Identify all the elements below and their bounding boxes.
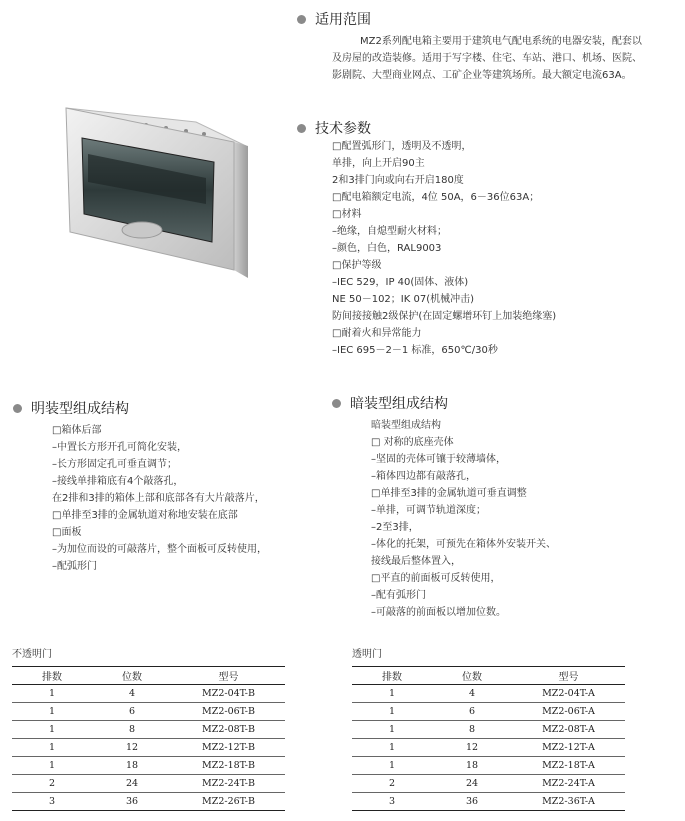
table-cell: 6: [432, 703, 512, 721]
table-cell: MZ2-06T-B: [172, 703, 285, 721]
table-row: [12, 793, 285, 811]
bullet-icon: [13, 404, 22, 413]
surface-mount-list: [52, 422, 342, 575]
table-row: [12, 757, 285, 775]
text-line: □ 对称的底座壳体: [371, 437, 454, 448]
text-line: –颜色，白色，RAL9003: [332, 243, 442, 254]
text-line: 防间接接触2级保护(在固定螺增环钉上加装绝缘塞): [332, 311, 557, 322]
text-line: –单排，可调节轨道深度；: [371, 505, 486, 516]
table-cell: 18: [92, 757, 172, 775]
text-line: 暗装型组成结构: [371, 420, 441, 431]
text-line: □面板: [52, 527, 82, 538]
table-row: [12, 775, 285, 793]
table-cell: 12: [432, 739, 512, 757]
table-header-row: [12, 667, 285, 685]
table-cell: 6: [92, 703, 172, 721]
text-line: □配电箱额定电流，4位 50A，6－36位63A；: [332, 192, 540, 203]
column-header: 排数: [352, 667, 432, 685]
table-cell: MZ2-04T-A: [512, 685, 625, 703]
text-line: –体化的托架，可预先在箱体外安装开关、: [371, 539, 556, 550]
text-line: –为加位而设的可敲落片，整个面板可反转使用，: [52, 544, 267, 555]
table-cell: 4: [432, 685, 512, 703]
text-line: –IEC 529，IP 40(固体、液体): [332, 277, 469, 288]
table-row: [12, 739, 285, 757]
table-cell: MZ2-12T-B: [172, 739, 285, 757]
bullet-icon: [297, 15, 306, 24]
text-line: –坚固的壳体可镶于较薄墙体，: [371, 454, 506, 465]
table-cell: 18: [432, 757, 512, 775]
text-line: □单排至3排的金属轨道对称地安装在底部: [52, 510, 238, 521]
column-header: 位数: [92, 667, 172, 685]
text-line: –中置长方形开孔可简化安装，: [52, 442, 187, 453]
table-cell: 1: [12, 757, 92, 775]
table-cell: 1: [352, 703, 432, 721]
bullet-icon: [332, 399, 341, 408]
text-line: –接线单排箱底有4个敲落孔，: [52, 476, 184, 487]
table-cell: MZ2-08T-A: [512, 721, 625, 739]
table-cell: 24: [432, 775, 512, 793]
column-header: 型号: [172, 667, 285, 685]
opaque-door-label: 不透明门: [12, 649, 52, 660]
text-line: MZ2系列配电箱主要用于建筑电气配电系统的电器安装，配套以: [360, 36, 642, 47]
flush-mount-heading: [332, 393, 448, 413]
table-cell: 1: [12, 721, 92, 739]
table-cell: MZ2-26T-B: [172, 793, 285, 811]
table-cell: 1: [12, 703, 92, 721]
table-row: [352, 757, 625, 775]
text-line: –2至3排，: [371, 522, 419, 533]
table-row: [352, 739, 625, 757]
specs-heading: [297, 118, 371, 138]
text-line: –长方形固定孔可垂直调节；: [52, 459, 177, 470]
table-row: [352, 703, 625, 721]
text-line: –配有弧形门: [371, 590, 426, 601]
table-cell: 1: [352, 685, 432, 703]
table-cell: MZ2-24T-A: [512, 775, 625, 793]
table-cell: 1: [12, 739, 92, 757]
bullet-icon: [297, 124, 306, 133]
table-row: [352, 775, 625, 793]
table-row: [352, 793, 625, 811]
text-line: –可敲落的前面板以增加位数。: [371, 607, 506, 618]
opaque-door-table: [12, 666, 285, 811]
distribution-box-image: [56, 92, 256, 292]
table-header-row: [352, 667, 625, 685]
table-cell: 1: [352, 739, 432, 757]
text-line: –IEC 695－2－1 标准，650℃/30秒: [332, 345, 498, 356]
table-cell: MZ2-12T-A: [512, 739, 625, 757]
text-line: –箱体四边都有敲落孔，: [371, 471, 476, 482]
table-cell: 4: [92, 685, 172, 703]
text-line: □平直的前面板可反转使用，: [371, 573, 501, 584]
application-paragraph: [332, 33, 682, 84]
column-header: 型号: [512, 667, 625, 685]
flush-mount-heading-text: 暗装型组成结构: [350, 396, 448, 412]
text-line: □材料: [332, 209, 362, 220]
table-cell: MZ2-04T-B: [172, 685, 285, 703]
surface-mount-heading: [13, 398, 129, 418]
text-line: □保护等级: [332, 260, 382, 271]
table-cell: 36: [432, 793, 512, 811]
specs-heading-text: 技术参数: [315, 121, 371, 137]
text-line: 及房屋的改造装修。适用于写字楼、住宅、车站、港口、机场、医院、: [332, 53, 642, 64]
text-line: 单排，向上开启90主: [332, 158, 425, 169]
table-row: [352, 685, 625, 703]
surface-mount-heading-text: 明装型组成结构: [31, 401, 129, 417]
text-line: □配置弧形门，透明及不透明，: [332, 141, 472, 152]
table-cell: 8: [432, 721, 512, 739]
text-line: –绝缘，自熄型耐火材料；: [332, 226, 447, 237]
text-line: NE 50－102；IK 07(机械冲击): [332, 294, 475, 305]
transparent-door-table: [352, 666, 625, 811]
transparent-door-label: 透明门: [352, 649, 382, 660]
column-header: 排数: [12, 667, 92, 685]
table-cell: 24: [92, 775, 172, 793]
table-cell: MZ2-36T-A: [512, 793, 625, 811]
table-cell: 8: [92, 721, 172, 739]
table-cell: 3: [12, 793, 92, 811]
table-cell: 2: [352, 775, 432, 793]
text-line: 影剧院、大型商业网点、工矿企业等建筑场所。最大额定电流63A。: [332, 70, 632, 81]
application-heading: [297, 9, 371, 29]
table-cell: 2: [12, 775, 92, 793]
text-line: □耐着火和异常能力: [332, 328, 422, 339]
table-cell: 1: [12, 685, 92, 703]
table-cell: MZ2-24T-B: [172, 775, 285, 793]
table-cell: MZ2-08T-B: [172, 721, 285, 739]
table-cell: 36: [92, 793, 172, 811]
text-line: –配弧形门: [52, 561, 97, 572]
text-line: 在2排和3排的箱体上部和底部各有大片敲落片，: [52, 493, 265, 504]
table-row: [12, 703, 285, 721]
specs-list: [332, 138, 672, 359]
table-row: [12, 685, 285, 703]
text-line: □箱体后部: [52, 425, 102, 436]
flush-mount-list: [371, 417, 671, 621]
table-cell: MZ2-18T-B: [172, 757, 285, 775]
table-cell: 3: [352, 793, 432, 811]
table-cell: MZ2-18T-A: [512, 757, 625, 775]
text-line: 接线最后整体置入，: [371, 556, 461, 567]
column-header: 位数: [432, 667, 512, 685]
table-cell: 12: [92, 739, 172, 757]
application-heading-text: 适用范围: [315, 12, 371, 28]
table-cell: 1: [352, 757, 432, 775]
table-row: [12, 721, 285, 739]
table-row: [352, 721, 625, 739]
table-cell: MZ2-06T-A: [512, 703, 625, 721]
text-line: 2和3排门向或向右开启180度: [332, 175, 464, 186]
text-line: □单排至3排的金属轨道可垂直调整: [371, 488, 527, 499]
table-cell: 1: [352, 721, 432, 739]
